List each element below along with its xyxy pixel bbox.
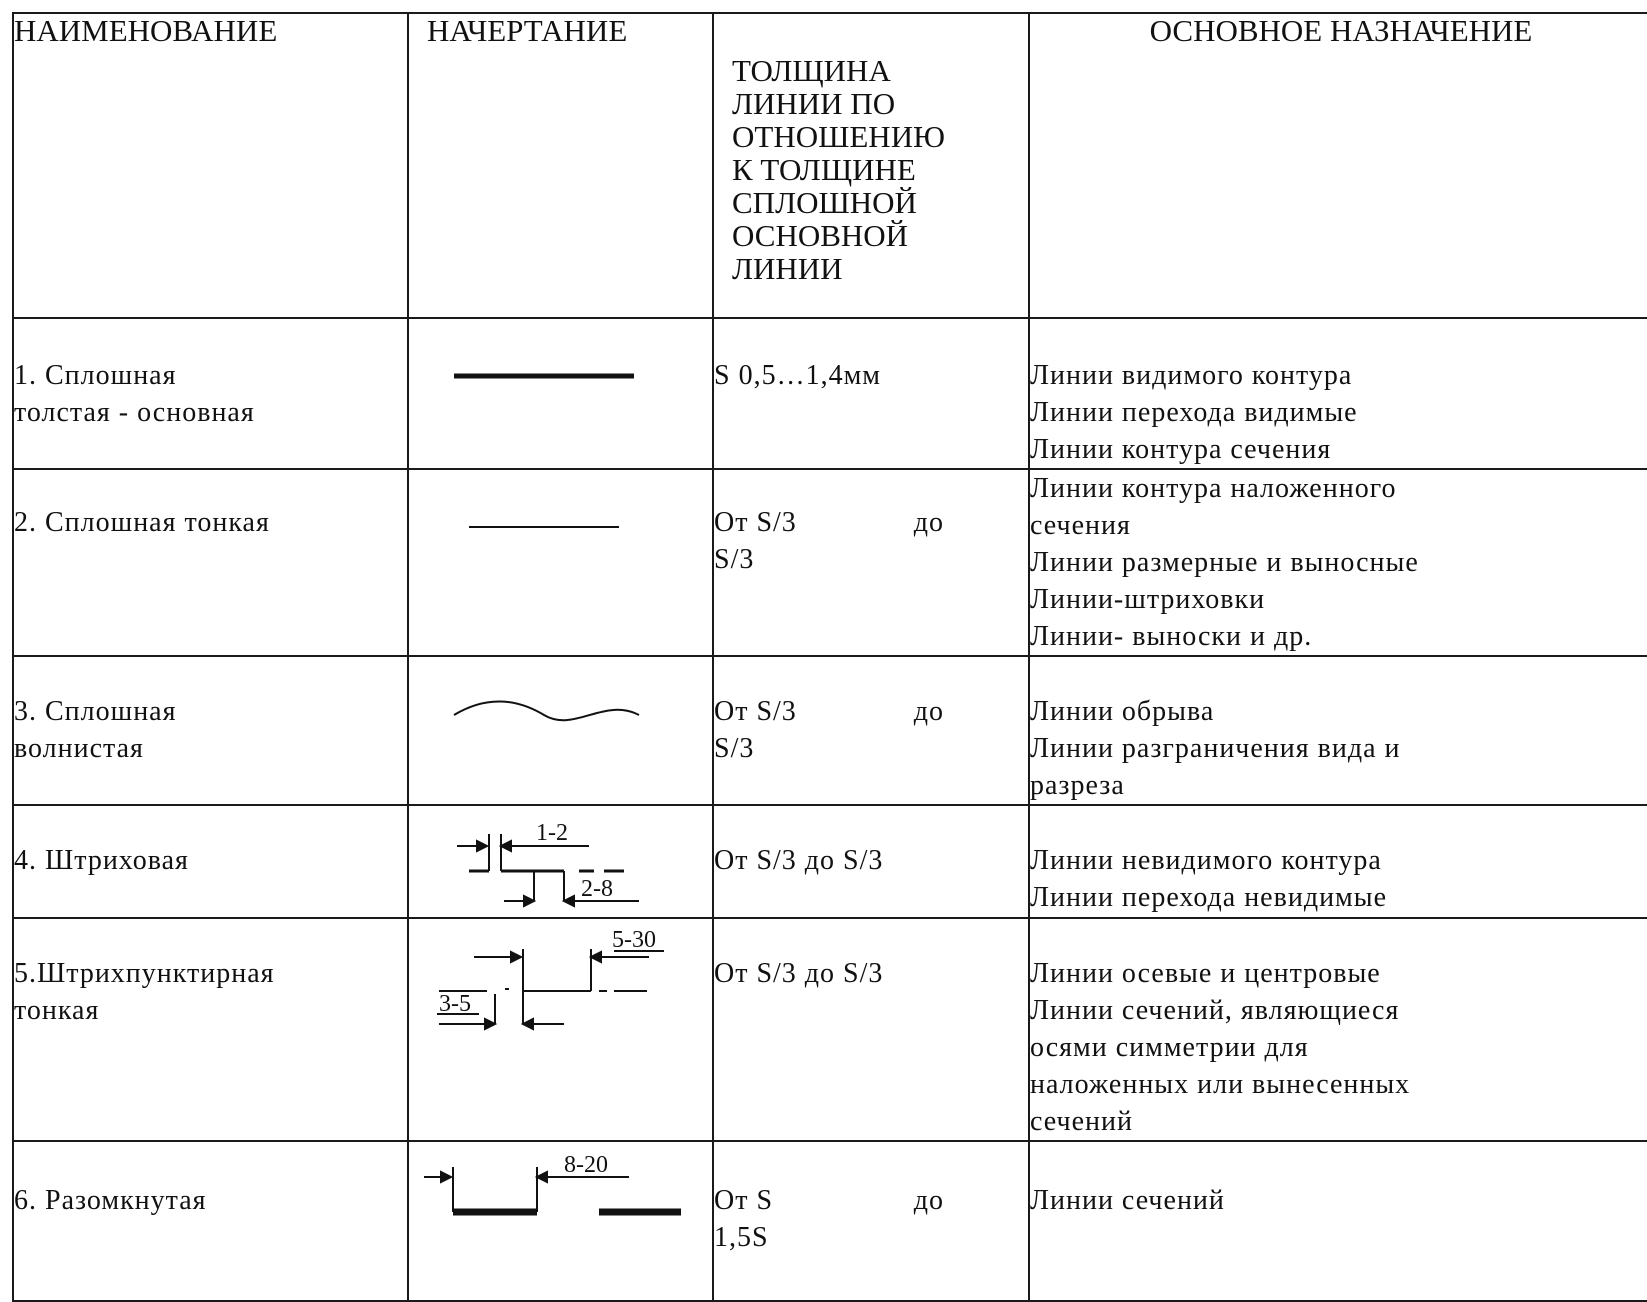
line-drawing-thick-solid xyxy=(408,318,713,469)
thickness-range xyxy=(714,1182,944,1219)
thickness-range xyxy=(714,504,944,541)
row-name-line: 5.Штрихпунктирная xyxy=(14,958,275,989)
line-drawing-open xyxy=(408,1141,713,1301)
header-purpose: ОСНОВНОЕ НАЗНАЧЕНИЕ xyxy=(1029,13,1647,318)
purpose-line: Линии перехода видимые xyxy=(1030,397,1358,428)
arrow-head xyxy=(511,952,521,962)
row-name xyxy=(13,469,408,656)
purpose-line: сечений xyxy=(1030,1106,1133,1137)
row-name-line: волнистая xyxy=(14,733,144,764)
purpose-line: сечения xyxy=(1030,510,1131,541)
purpose-line: осями симметрии для xyxy=(1030,1032,1309,1063)
line-drawing-wavy xyxy=(408,656,713,805)
row-name-line: тонкая xyxy=(14,995,100,1026)
thickness-range xyxy=(714,693,944,730)
dim-label: 5-30 xyxy=(612,927,656,953)
purpose-line: Линии контура наложенного xyxy=(1030,473,1397,504)
purpose-line: Линии размерные и выносные xyxy=(1030,547,1419,578)
row-purpose xyxy=(1029,656,1647,805)
arrow-head xyxy=(441,1172,451,1182)
arrow-head xyxy=(477,841,487,851)
row-name xyxy=(13,318,408,469)
dim-label: 1-2 xyxy=(536,820,568,846)
thickness-to: до xyxy=(913,1185,944,1216)
table-row xyxy=(13,469,1647,656)
line-drawing-svg xyxy=(409,470,714,654)
purpose-line: разреза xyxy=(1030,770,1125,801)
table-row xyxy=(13,318,1647,469)
row-name-line: толстая - основная xyxy=(14,397,255,428)
purpose-line: Линии невидимого контура xyxy=(1030,845,1382,876)
header-thickness-line: ЛИНИИ xyxy=(732,251,843,286)
dim-label: 8-20 xyxy=(564,1152,608,1178)
row-name xyxy=(13,1141,408,1301)
thickness-from: От S xyxy=(714,1185,774,1216)
row-purpose xyxy=(1029,1141,1647,1301)
row-purpose xyxy=(1029,918,1647,1141)
dim-label: 3-5 xyxy=(439,991,471,1017)
header-thickness-line: ОСНОВНОЙ xyxy=(732,218,909,253)
row-name-line: 6. Разомкнутая xyxy=(14,1185,207,1216)
purpose-line: наложенных или вынесенных xyxy=(1030,1069,1411,1100)
purpose-line: Линии осевые и центровые xyxy=(1030,958,1381,989)
row-name xyxy=(13,656,408,805)
header-thickness-line: ЛИНИИ ПО xyxy=(732,86,896,121)
row-name-line: 3. Сплошная xyxy=(14,696,177,727)
line-types-table xyxy=(12,12,1647,1302)
header-thickness-line: СПЛОШНОЙ xyxy=(732,185,917,220)
thickness-to: до xyxy=(913,696,944,727)
thickness-value: S 0,5…1,4мм xyxy=(714,360,882,391)
purpose-line: Линии- выноски и др. xyxy=(1030,621,1313,652)
wavy-line xyxy=(454,702,639,721)
table-row xyxy=(13,805,1647,918)
header-row xyxy=(13,13,1647,318)
row-name-line: 1. Сплошная xyxy=(14,360,177,391)
header-thickness-line: ОТНОШЕНИЮ xyxy=(732,119,945,154)
purpose-line: Линии сечений xyxy=(1030,1185,1225,1216)
line-drawing-thin-solid xyxy=(408,469,713,656)
purpose-line: Линии видимого контура xyxy=(1030,360,1353,391)
arrow-head xyxy=(524,896,534,906)
table-row xyxy=(13,656,1647,805)
row-purpose xyxy=(1029,318,1647,469)
line-drawing-svg xyxy=(409,657,714,803)
thickness-from: От S/3 xyxy=(714,696,797,727)
row-purpose xyxy=(1029,805,1647,918)
header-thickness-line: К ТОЛЩИНЕ xyxy=(732,152,916,187)
purpose-line: Линии обрыва xyxy=(1030,696,1215,727)
row-name xyxy=(13,805,408,918)
row-name-line: 2. Сплошная тонкая xyxy=(14,507,270,538)
purpose-line: Линии контура сечения xyxy=(1030,434,1332,465)
purpose-line: Линии сечений, являющиеся xyxy=(1030,995,1400,1026)
table-row xyxy=(13,1141,1647,1301)
thickness-from: От S/3 xyxy=(714,507,797,538)
line-drawing-svg xyxy=(409,806,714,919)
thickness-to: до xyxy=(913,507,944,538)
row-thickness xyxy=(713,1141,1029,1301)
dim-label: 2-8 xyxy=(581,876,613,902)
purpose-line: Линии разграничения вида и xyxy=(1030,733,1401,764)
row-thickness xyxy=(713,918,1029,1141)
line-drawing-dash-dot xyxy=(408,918,713,1141)
row-name-line: 4. Штриховая xyxy=(14,845,189,876)
header-thickness-line: ТОЛЩИНА xyxy=(732,53,891,88)
row-thickness xyxy=(713,656,1029,805)
line-drawing-dashed xyxy=(408,805,713,918)
header-thickness xyxy=(713,13,1029,318)
row-thickness xyxy=(713,469,1029,656)
row-thickness xyxy=(713,805,1029,918)
thickness-tail: S/3 xyxy=(714,544,755,575)
header-name: НАИМЕНОВАНИЕ xyxy=(13,13,408,318)
row-name xyxy=(13,918,408,1141)
row-thickness xyxy=(713,318,1029,469)
line-drawing-svg xyxy=(409,319,714,466)
line-drawing-svg xyxy=(409,1142,714,1302)
header-drawing: НАЧЕРТАНИЕ xyxy=(408,13,713,318)
purpose-line: Линии перехода невидимые xyxy=(1030,882,1388,913)
thickness-value: От S/3 до S/3 xyxy=(714,845,884,876)
arrow-head xyxy=(485,1019,495,1029)
line-drawing-svg xyxy=(409,919,714,1139)
row-purpose xyxy=(1029,469,1647,656)
table-row xyxy=(13,918,1647,1141)
thickness-value: От S/3 до S/3 xyxy=(714,958,884,989)
thickness-tail: S/3 xyxy=(714,733,755,764)
purpose-line: Линии-штриховки xyxy=(1030,584,1266,615)
thickness-tail: 1,5S xyxy=(714,1222,769,1253)
